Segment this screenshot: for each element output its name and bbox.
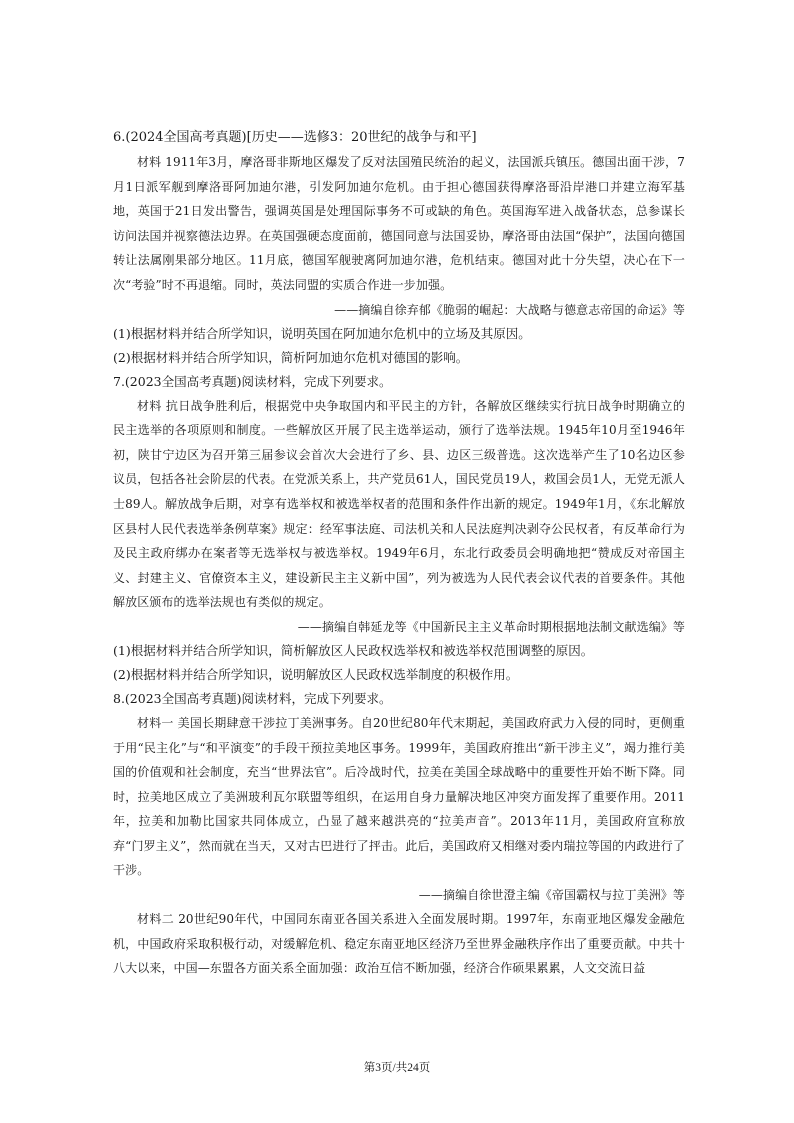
question-7-source: ——摘编自韩延龙等《中国新民主主义革命时期根据地法制文献选编》等 [297, 619, 685, 634]
document-page [113, 128, 685, 981]
question-6 [113, 128, 685, 370]
question-8-source-1: ——摘编自徐世澄主编《帝国霸权与拉丁美洲》等 [418, 888, 685, 903]
question-6-source: ——摘编自徐弃郁《脆弱的崛起：大战略与德意志帝国的命运》等 [334, 302, 685, 317]
question-8 [113, 687, 685, 981]
page-footer: 第3页/共24页 [363, 1062, 431, 1074]
question-7 [113, 370, 685, 687]
question-7-subquestion-2: (2)根据材料并结合所学知识，说明解放区人民政权选举制度的积极作用。 [113, 666, 519, 682]
question-6-subquestion-1: (1)根据材料并结合所学知识，说明英国在阿加迪尔危机中的立场及其原因。 [113, 325, 531, 341]
question-6-heading: 6.(2024全国高考真题)[历史——选修3：20世纪的战争与和平] [113, 130, 477, 145]
question-7-subquestion-1: (1)根据材料并结合所学知识，简析解放区人民政权选举权和被选举权范围调整的原因。 [113, 642, 594, 658]
question-7-heading: 7.(2023全国高考真题)阅读材料，完成下列要求。 [113, 373, 392, 389]
question-8-material-2: 材料二 20世纪90年代，中国同东南亚各国关系进入全面发展时期。1997年，东南亚地区爆发金融危机，中国政府采取积极行动，对缓解危机、稳定东南亚地区经济乃至世界金融秩序作出了重要贡献。中共十八大以来，中国—东盟各方面关系全面加强：政治互信不断加强，经济合作硕果累累，人文交流日益 [113, 912, 685, 976]
question-6-material: 材料 1911年3月，摩洛哥非斯地区爆发了反对法国殖民统治的起义，法国派兵镇压。德国出面干涉，7月1日派军舰到摩洛哥阿加迪尔港，引发阿加迪尔危机。由于担心德国获得摩洛哥沿岸港口并建立海军基地，英国于21日发出警告，强调英国是处理国际事务不可或缺的角色。英国海军进入战备状态，总参谋长访问法国并视察德法边界。在英国强硬态度面前，德国同意与法国妥协，摩洛哥由法国“保护”，法国向德国转让法属刚果部分地区。11月底，德国军舰驶离阿加迪尔港，危机结束。德国对此十分失望，决心在下一次“考验”时不再退缩。同时，英法同盟的实质合作进一步加强。 [113, 155, 685, 292]
question-8-heading: 8.(2023全国高考真题)阅读材料，完成下列要求。 [113, 690, 392, 706]
question-7-material: 材料 抗日战争胜利后，根据党中央争取国内和平民主的方针，各解放区继续实行抗日战争时期确立的民主选举的各项原则和制度。一些解放区开展了民主选举运动，颁行了选举法规。1945年10月至1946年初，陕甘宁边区为召开第三届参议会首次大会进行了乡、县、边区三级普选。这次选举产生了10名边区参议员，包括各社会阶层的代表。在党派关系上，共产党员61人，国民党员19人，救国会员1人，无党无派人士89人。解放战争后期，对享有选举权和被选举权者的范围和条件作出新的规定。1949年1月，《东北解放区县村人民代表选举条例草案》规定：经军事法庭、司法机关和人民法庭判决剥夺公民权者，有反革命行为及民主政府绑办在案者等无选举权与被选举权。1949年6月，东北行政委员会明确地把“赞成反对帝国主义、封建主义、官僚资本主义，建设新民主主义新中国”，列为被选为人民代表会议代表的首要条件。其他解放区颁布的选举法规也有类似的规定。 [113, 398, 685, 610]
question-6-subquestion-2: (2)根据材料并结合所学知识，简析阿加迪尔危机对德国的影响。 [113, 349, 469, 365]
question-8-material-1: 材料一 美国长期肆意干涉拉丁美洲事务。自20世纪80年代末期起，美国政府武力入侵的同时，更侧重于用“民主化”与“和平演变”的手段干预拉美地区事务。1999年，美国政府推出“新干涉主义”，竭力推行美国的价值观和社会制度，充当“世界法官”。后冷战时代，拉美在美国全球战略中的重要性开始不断下降。同时，拉美地区成立了美洲玻利瓦尔联盟等组织，在运用自身力量解决地区冲突方面发挥了重要作用。2011年，拉美和加勒比国家共同体成立，凸显了越来越洪亮的“拉美声音”。2013年11月，美国政府宣称放弃“门罗主义”，然而就在当天，又对古巴进行了抨击。此后，美国政府又相继对委内瑞拉等国的内政进行了干涉。 [113, 715, 685, 878]
